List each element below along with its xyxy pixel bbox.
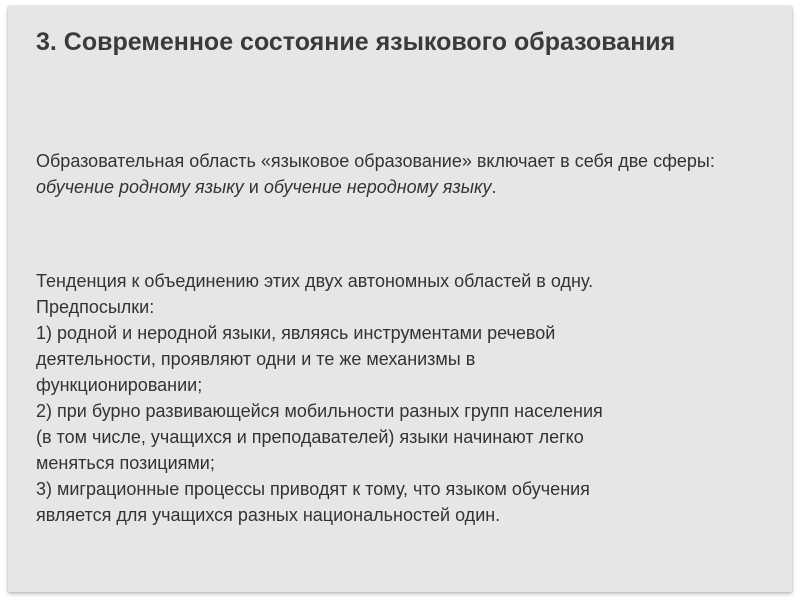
prerequisite-2-line: (в том числе, учащихся и преподавателей) языки начинают легко	[36, 427, 584, 447]
paragraph-connector: и	[243, 177, 264, 197]
sphere-non-native-language: обучение неродному языку	[263, 177, 492, 197]
paragraph-tendency	[36, 268, 756, 528]
prerequisite-2-line: 2) при бурно развивающейся мобильности разных групп населения	[36, 401, 603, 421]
prerequisites-heading: Предпосылки:	[36, 297, 155, 317]
slide-title: 3. Современное состояние языкового образования	[36, 28, 676, 56]
sphere-native-language: обучение родному языку	[36, 177, 244, 197]
paragraph-end: .	[491, 177, 497, 197]
prerequisite-2-line: меняться позициями;	[36, 453, 215, 473]
slide	[8, 6, 792, 592]
prerequisite-1-line: 1) родной и неродной языки, являясь инструментами речевой	[36, 323, 556, 343]
paragraph-spheres	[36, 148, 756, 200]
tendency-line: Тенденция к объединению этих двух автономных областей в одну.	[36, 271, 594, 291]
prerequisite-1-line: деятельности, проявляют одни и те же механизмы в	[36, 349, 476, 369]
paragraph-spheres-text: Образовательная область «языковое образование» включает в себя две сферы:	[36, 151, 715, 171]
prerequisite-1-line: функционировании;	[36, 375, 203, 395]
prerequisite-3-line: 3) миграционные процессы приводят к тому, что языком обучения	[36, 479, 590, 499]
prerequisite-3-line: является для учащихся разных национальностей один.	[36, 505, 501, 525]
